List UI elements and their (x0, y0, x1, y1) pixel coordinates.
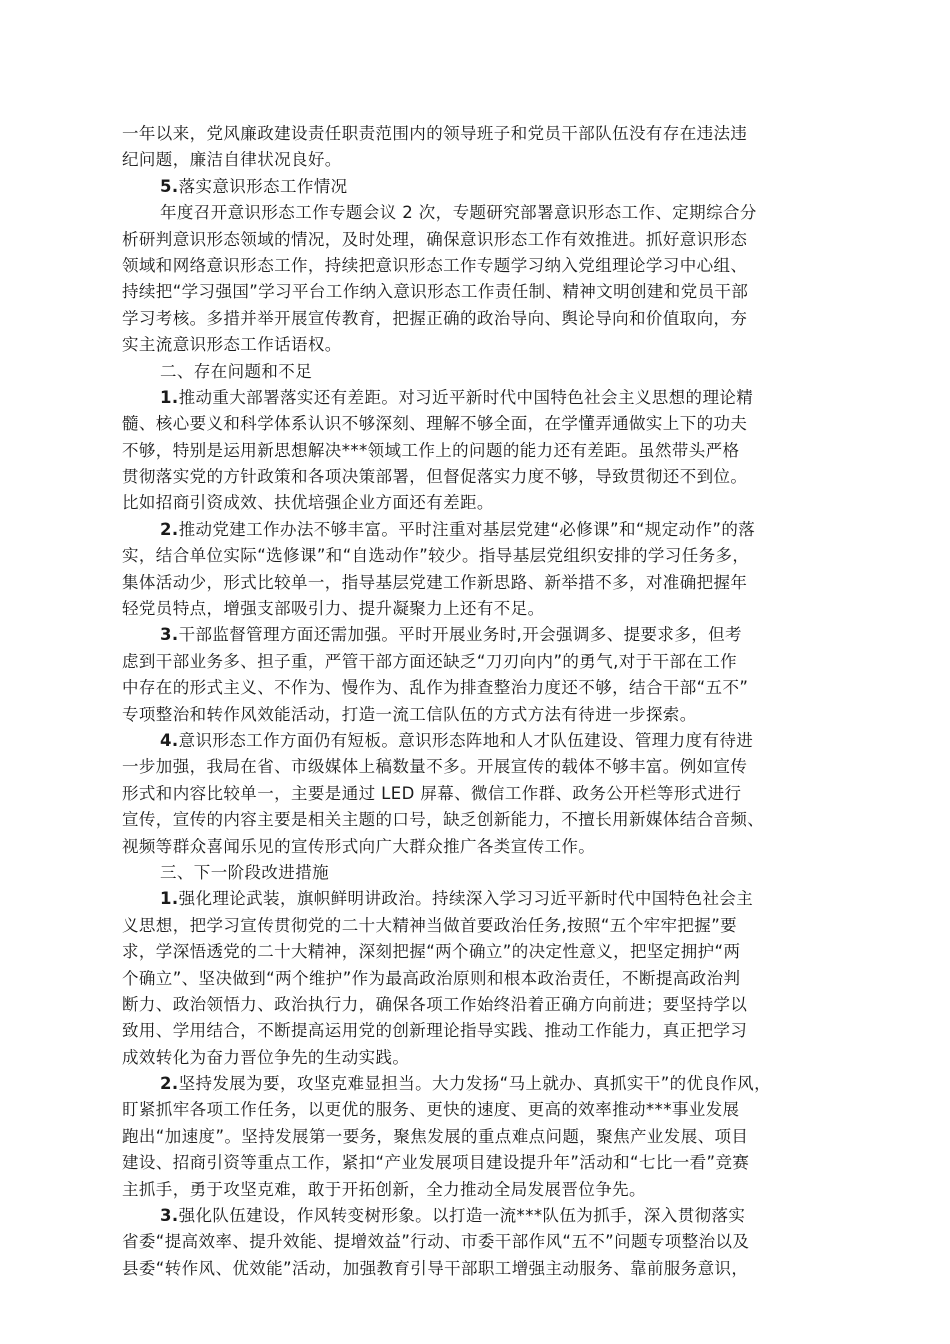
line-text: 跑出“加速度”。坚持发展第一要务，聚焦发展的重点难点问题，聚焦产业发展、项目 (122, 1126, 749, 1146)
text-line (122, 596, 838, 622)
line-text: 集体活动少，形式比较单一，指导基层党建工作新思路、新举措不多，对准确把握年 (122, 572, 748, 592)
line-text: 省委“提高效率、提升效能、提增效益”行动、市委干部作风“五不”问题专项整治以及 (122, 1232, 750, 1252)
text-line (122, 543, 838, 569)
line-text: 贯彻落实党的方针政策和各项决策部署，但督促落实力度不够，导致贯彻还不到位。 (122, 467, 748, 487)
line-text: 建设、招商引资等重点工作，紧扣“产业发展项目建设提升年”活动和“七比一看”竞赛 (122, 1153, 750, 1173)
text-line (122, 1256, 838, 1282)
text-line (122, 253, 838, 279)
line-text: 领域和网络意识形态工作，持续把意识形态工作专题学习纳入党组理论学习中心组、 (122, 255, 748, 275)
line-text: 义思想，把学习宣传贯彻党的二十大精神当做首要政治任务,按照“五个牢牢把握”要 (122, 915, 738, 935)
line-text: 断力、政治领悟力、政治执行力，确保各项工作始终沿着正确方向前进；要坚持学以 (122, 994, 748, 1014)
text-line (122, 359, 838, 385)
text-line (122, 200, 838, 226)
line-text: 一步加强，我局在省、市级媒体上稿数量不多。开展宣传的载体不够丰富。例如宣传 (122, 757, 748, 777)
text-line (122, 121, 838, 147)
text-line (122, 966, 838, 992)
text-line (122, 385, 838, 411)
text-line (122, 306, 838, 332)
line-text: 实，结合单位实际“选修课”和“自选动作”较少。指导基层党组织安排的学习任务多， (122, 546, 750, 566)
text-line (122, 332, 838, 358)
line-text: 强化理论武装，旗帜鲜明讲政治。持续深入学习习近平新时代中国特色社会主 (178, 889, 754, 909)
text-line (122, 411, 838, 437)
text-line (122, 675, 838, 701)
line-text: 主抓手，勇于攻坚克难，敢于开拓创新，全力推动全局发展晋位争先。 (122, 1179, 646, 1199)
line-text: 纪问题，廉洁自律状况良好。 (122, 150, 342, 170)
text-line (122, 886, 838, 912)
text-line (122, 1045, 838, 1071)
line-text: 析研判意识形态领域的情况，及时处理，确保意识形态工作有效推进。抓好意识形态 (122, 229, 748, 249)
line-text: 年度召开意识形态工作专题会议 2 次，专题研究部署意识形态工作、定期综合分 (160, 203, 757, 223)
text-line (122, 227, 838, 253)
line-text: 形式和内容比较单一，主要是通过 LED 屏幕、微信工作群、政务公开栏等形式进行 (122, 783, 742, 803)
text-line (122, 781, 838, 807)
text-line (122, 1150, 838, 1176)
text-line (122, 570, 838, 596)
text-line (122, 1229, 838, 1255)
text-line (122, 834, 838, 860)
item-number: 1. (160, 387, 179, 407)
line-text: 求，学深悟透党的二十大精神，深刻把握“两个确立”的决定性意义，把坚定拥护“两 (122, 942, 741, 962)
line-text: 个确立”、坚决做到“两个维护”作为最高政治原则和根本政治责任，不断提高政治判 (122, 968, 741, 988)
line-text: 持续把“学习强国”学习平台工作纳入意识形态工作责任制、精神文明创建和党员干部 (122, 282, 749, 302)
line-text: 二、存在问题和不足 (160, 361, 313, 381)
item-number: 2. (160, 1074, 179, 1094)
text-line (122, 992, 838, 1018)
text-line (122, 1124, 838, 1150)
line-text: 成效转化为奋力晋位争先的生动实践。 (122, 1047, 410, 1067)
text-line (122, 1203, 838, 1229)
text-line (122, 517, 838, 543)
text-line (122, 649, 838, 675)
text-line (122, 913, 838, 939)
line-text: 虑到干部业务多、担子重，严管干部方面还缺乏“刀刃向内”的勇气,对于干部在工作 (122, 651, 738, 671)
text-line (122, 174, 838, 200)
line-text: 落实意识形态工作情况 (178, 176, 348, 196)
line-text: 盯紧抓牢各项工作任务，以更优的服务、更快的速度、更高的效率推动***事业发展 (122, 1100, 740, 1120)
line-text: 致用、学用结合，不断提高运用党的创新理论指导实践、推动工作能力，真正把学习 (122, 1021, 748, 1041)
text-line (122, 1177, 838, 1203)
line-text: 干部监督管理方面还需加强。平时开展业务时,开会强调多、提要求多，但考 (178, 625, 742, 645)
text-line (122, 279, 838, 305)
text-line (122, 1097, 838, 1123)
item-number: 4. (160, 730, 179, 750)
item-number: 2. (160, 519, 179, 539)
text-line (122, 1071, 838, 1097)
line-text: 实主流意识形态工作话语权。 (122, 335, 342, 355)
line-text: 三、下一阶段改进措施 (160, 862, 329, 882)
line-text: 轻党员特点，增强支部吸引力、提升凝聚力上还有不足。 (122, 599, 545, 619)
line-text: 强化队伍建设，作风转变树形象。以打造一流***队伍为抓手，深入贯彻落实 (178, 1206, 746, 1226)
item-number: 3. (160, 625, 179, 645)
text-line (122, 754, 838, 780)
text-line (122, 1018, 838, 1044)
line-text: 一年以来，党风廉政建设责任职责范围内的领导班子和党员干部队伍没有存在违法违 (122, 124, 748, 143)
text-line (122, 860, 838, 886)
text-line (122, 728, 838, 754)
text-line (122, 490, 838, 516)
line-text: 专项整治和转作风效能活动，打造一流工信队伍的方式方法有待进一步探索。 (122, 704, 697, 724)
line-text: 宣传，宣传的内容主要是相关主题的口号，缺乏创新能力，不擅长用新媒体结合音频、 (122, 810, 765, 830)
line-text: 学习考核。多措并举开展宣传教育，把握正确的政治导向、舆论导向和价值取向，夯 (122, 308, 748, 328)
line-text: 髓、核心要义和科学体系认识不够深刻、理解不够全面，在学懂弄通做实上下的功夫 (122, 414, 748, 434)
line-text: 坚持发展为要，攻坚克难显担当。大力发扬“马上就办、真抓实干”的优良作风， (178, 1074, 772, 1094)
document-body (122, 121, 838, 1282)
item-number: 3. (160, 1206, 179, 1226)
text-line (122, 147, 838, 173)
line-text: 不够，特别是运用新思想解决***领域工作上的问题的能力还有差距。虽然带头严格 (122, 440, 740, 460)
text-line (122, 464, 838, 490)
text-line (122, 622, 838, 648)
line-text: 县委“转作风、优效能”活动，加强教育引导干部职工增强主动服务、靠前服务意识， (122, 1258, 749, 1278)
text-line (122, 807, 838, 833)
text-line (122, 438, 838, 464)
text-line (122, 702, 838, 728)
line-text: 推动党建工作办法不够丰富。平时注重对基层党建“必修课”和“规定动作”的落 (178, 519, 756, 539)
line-text: 视频等群众喜闻乐见的宣传形式向广大群众推广各类宣传工作。 (122, 836, 596, 856)
line-text: 比如招商引资成效、扶优培强企业方面还有差距。 (122, 493, 494, 513)
item-number: 5. (160, 176, 179, 196)
item-number: 1. (160, 889, 179, 909)
line-text: 中存在的形式主义、不作为、慢作为、乱作为排查整治力度还不够，结合干部“五不” (122, 678, 749, 698)
line-text: 意识形态工作方面仍有短板。意识形态阵地和人才队伍建设、管理力度有待进 (178, 730, 754, 750)
text-line (122, 939, 838, 965)
line-text: 推动重大部署落实还有差距。对习近平新时代中国特色社会主义思想的理论精 (178, 387, 754, 407)
